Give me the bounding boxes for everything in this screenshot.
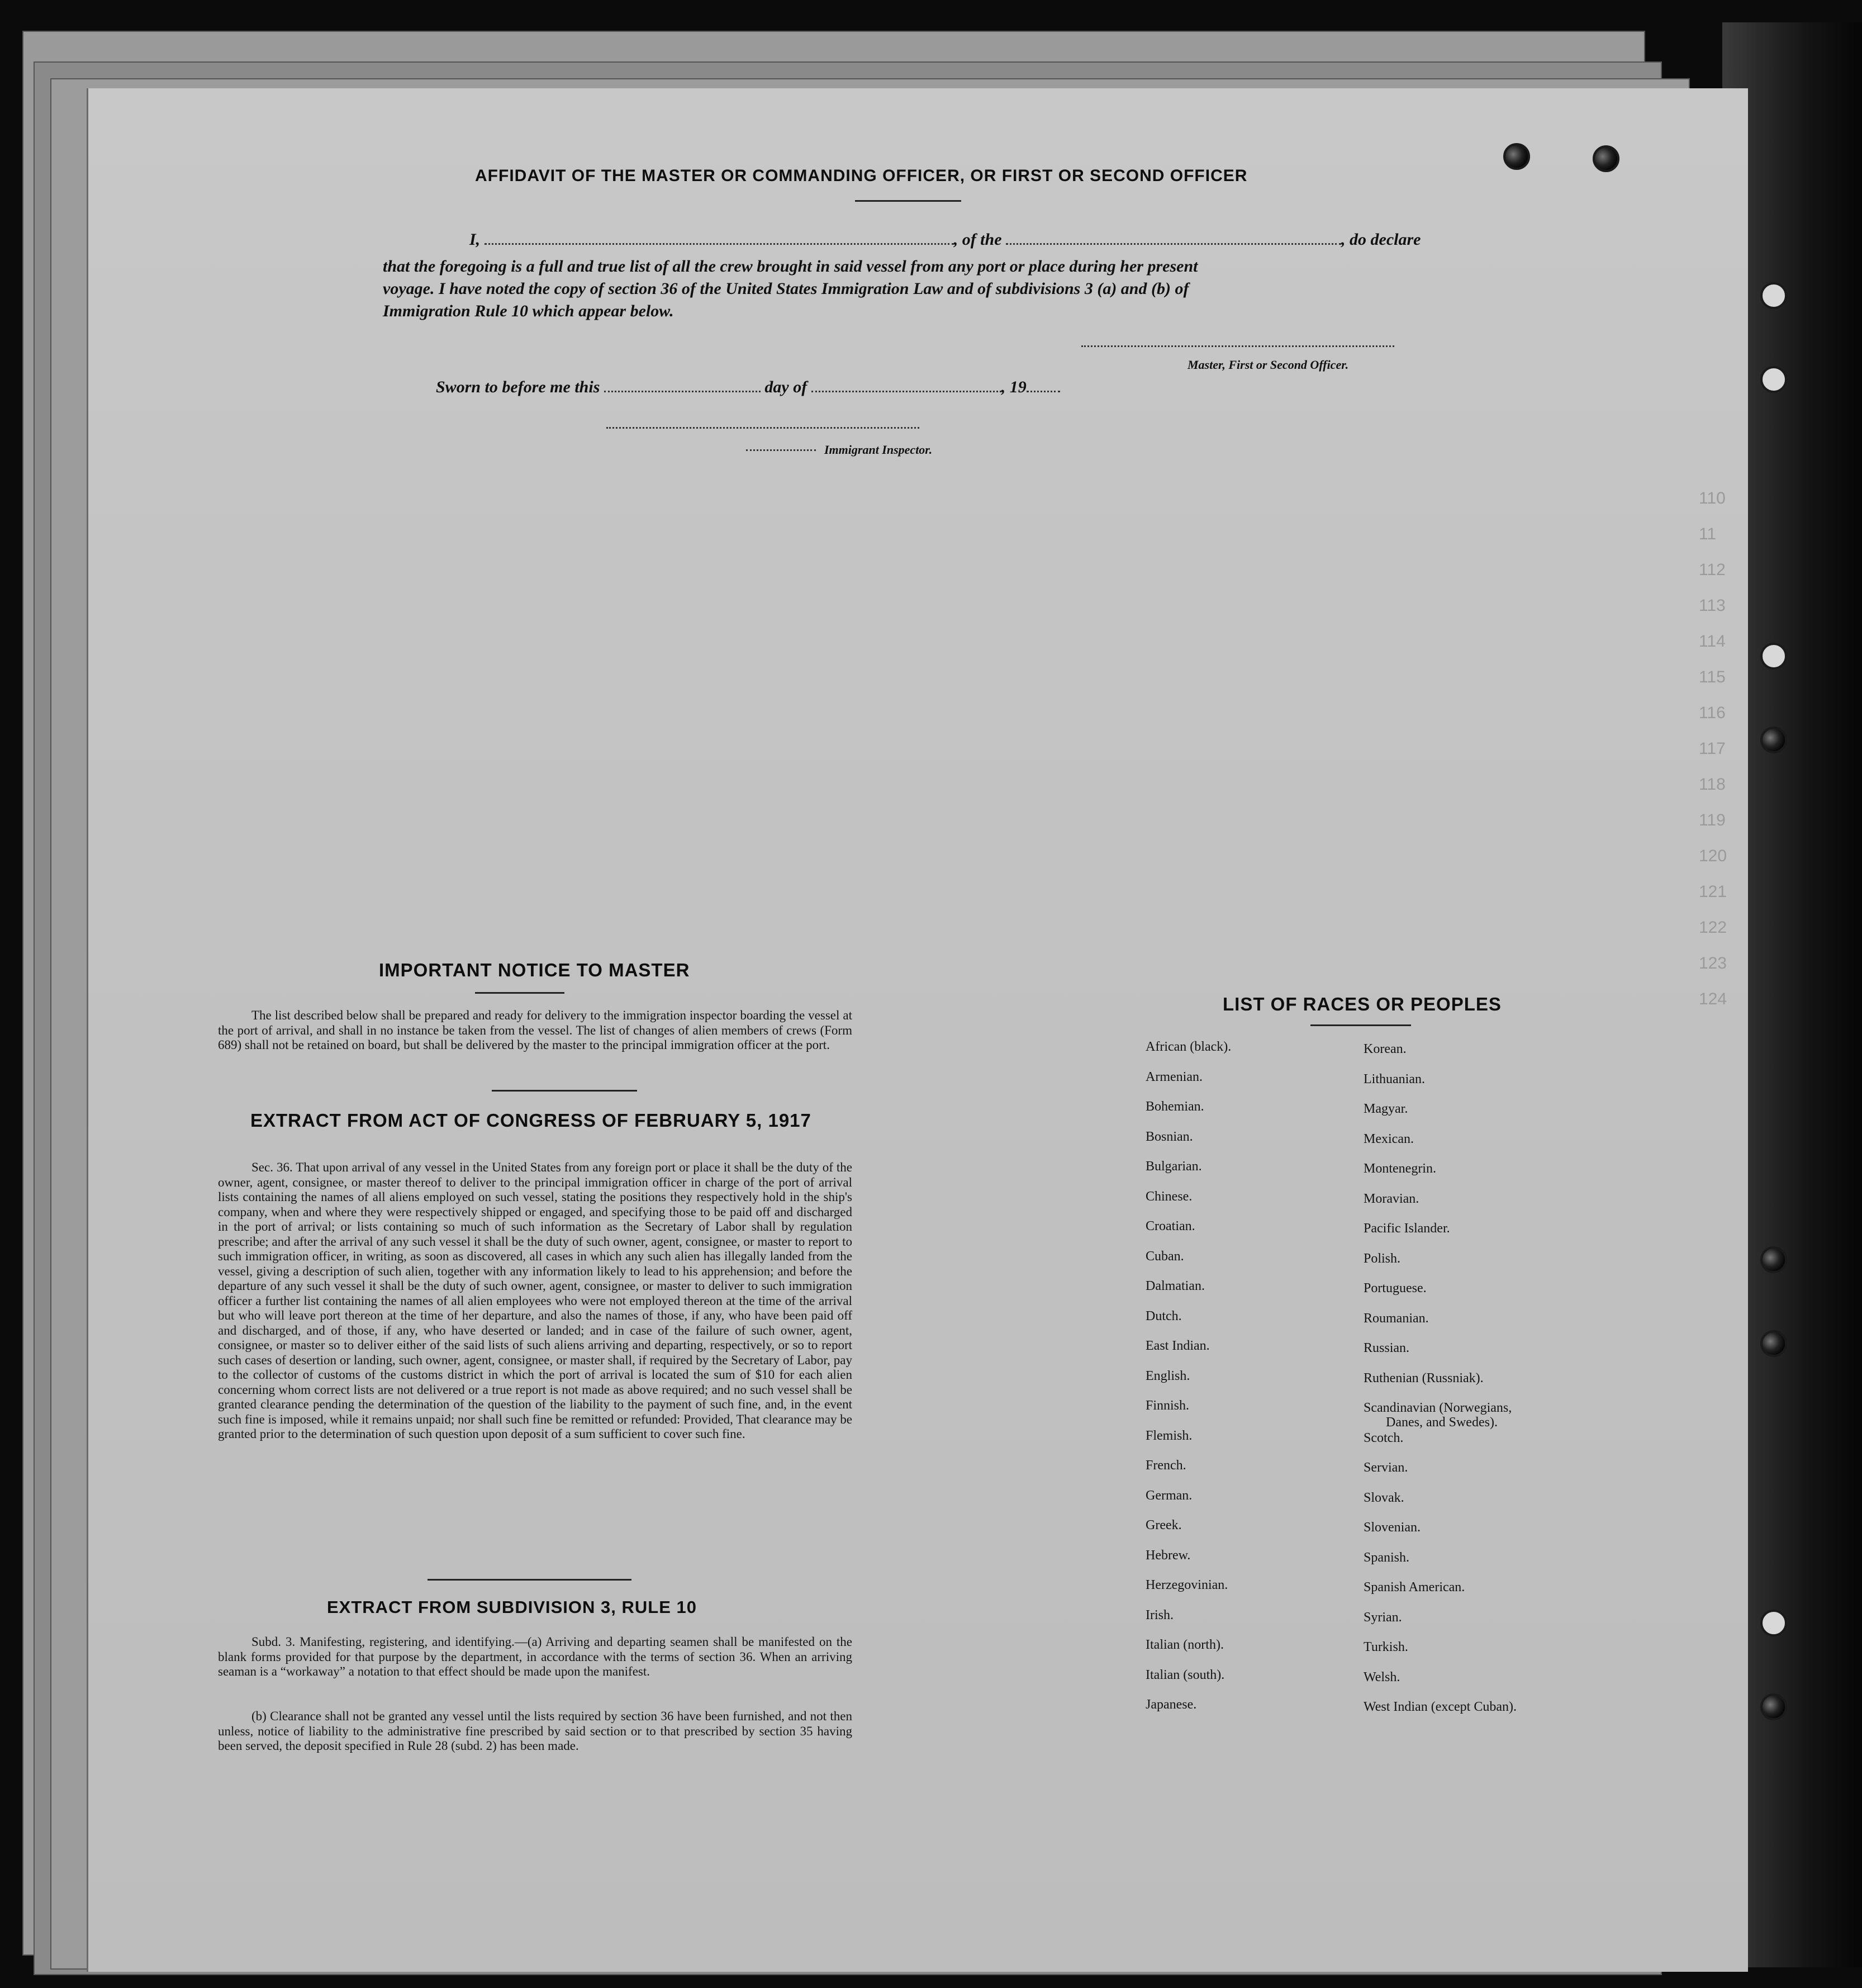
affidavit-line2: that the foregoing is a full and true list of all the crew brought in said vessel from any port or place during her present bbox=[383, 257, 1198, 276]
race-item: Italian (north). bbox=[1146, 1638, 1224, 1652]
race-item: Slovak. bbox=[1364, 1490, 1404, 1505]
of-the-label: , of the bbox=[953, 230, 1002, 249]
race-item: Dalmatian. bbox=[1146, 1279, 1205, 1293]
race-item: Russian. bbox=[1364, 1341, 1410, 1355]
race-item: Cuban. bbox=[1146, 1249, 1184, 1264]
race-item: Armenian. bbox=[1146, 1069, 1203, 1084]
race-item: Portuguese. bbox=[1364, 1281, 1427, 1296]
rule10-title: EXTRACT FROM SUBDIVISION 3, RULE 10 bbox=[327, 1597, 697, 1617]
race-item: Bosnian. bbox=[1146, 1129, 1193, 1144]
binder-hole-icon bbox=[1760, 282, 1787, 309]
race-item: Korean. bbox=[1364, 1042, 1407, 1056]
race-item: Slovenian. bbox=[1364, 1520, 1421, 1535]
day-field[interactable] bbox=[604, 385, 761, 392]
race-item: Moravian. bbox=[1364, 1191, 1419, 1206]
binder-hole-icon bbox=[1593, 145, 1619, 172]
race-item: French. bbox=[1146, 1458, 1186, 1473]
binder-hole-icon bbox=[1760, 1610, 1787, 1636]
race-item: Chinese. bbox=[1146, 1189, 1193, 1204]
day-of-label: day of bbox=[764, 378, 808, 396]
notice-rule bbox=[492, 1090, 637, 1092]
race-item: Spanish. bbox=[1364, 1550, 1410, 1565]
sworn-line bbox=[436, 378, 1060, 397]
affidavit-line4: Immigration Rule 10 which appear below. bbox=[383, 302, 674, 320]
race-item: Italian (south). bbox=[1146, 1667, 1225, 1682]
inspector-signature-field[interactable] bbox=[606, 427, 919, 429]
master-signature-field[interactable] bbox=[1081, 345, 1394, 347]
race-item: German. bbox=[1146, 1488, 1193, 1503]
notice-title-rule bbox=[475, 992, 564, 994]
race-item: Lithuanian. bbox=[1364, 1071, 1425, 1086]
races-title-rule bbox=[1310, 1024, 1411, 1026]
i-label: I, bbox=[469, 230, 481, 249]
race-item: Hebrew. bbox=[1146, 1548, 1191, 1563]
binder-hole-icon bbox=[1760, 1246, 1787, 1273]
master-label: Master, First or Second Officer. bbox=[1188, 358, 1349, 372]
race-item: Pacific Islander. bbox=[1364, 1221, 1450, 1236]
rule10-text-a: Subd. 3. Manifesting, registering, and identifying.—(a) Arriving and departing seamen shall be manifested on the blank forms provided for that purpose by the department, in accordance with the terms of section 36. When an arriving seaman is a “workaway” a notation to that effect should be made upon the manifest. bbox=[218, 1635, 852, 1678]
race-item: Greek. bbox=[1146, 1518, 1182, 1532]
races-left-column bbox=[1146, 1040, 1231, 1728]
binder-hole-icon bbox=[1760, 1693, 1787, 1720]
inspector-label: Immigrant Inspector. bbox=[824, 443, 933, 457]
bleed-through-marks: 110 11 112 113 114 115 116 117 118 119 120 121 122 123 124 bbox=[1699, 489, 1727, 1008]
races-right-column bbox=[1364, 1042, 1517, 1730]
race-item: Scandinavian (Norwegians, bbox=[1364, 1401, 1512, 1415]
race-item: East Indian. bbox=[1146, 1339, 1210, 1353]
race-item: West Indian (except Cuban). bbox=[1364, 1700, 1517, 1714]
sworn-label: Sworn to before me this bbox=[436, 378, 600, 396]
race-item: Turkish. bbox=[1364, 1640, 1408, 1654]
inspector-signature-field-2[interactable] bbox=[746, 449, 816, 451]
act-rule bbox=[428, 1579, 631, 1581]
do-declare-label: , do declare bbox=[1341, 230, 1421, 249]
notice-title: IMPORTANT NOTICE TO MASTER bbox=[379, 960, 690, 980]
race-item: Spanish American. bbox=[1364, 1580, 1465, 1595]
race-item: Japanese. bbox=[1146, 1697, 1197, 1712]
binder-hole-icon bbox=[1760, 1330, 1787, 1357]
binder-hole-icon bbox=[1760, 727, 1787, 753]
race-item: Ruthenian (Russniak). bbox=[1364, 1370, 1484, 1386]
name-field[interactable] bbox=[484, 238, 954, 245]
binder-hole-icon bbox=[1760, 366, 1787, 393]
race-item: Herzegovinian. bbox=[1146, 1578, 1228, 1592]
race-item: Servian. bbox=[1364, 1460, 1408, 1475]
race-item: English. bbox=[1146, 1368, 1190, 1383]
title-rule bbox=[855, 200, 961, 202]
act-text: Sec. 36. That upon arrival of any vessel in the United States from any foreign port or place it shall be the duty of the owner, agent, consignee, or master thereof to deliver to the principal immigration officer in charge of the port of arrival lists containing the names of all aliens employed on such vessel, stating the positions they respectively hold in the ship's company, when and where they were respectively shipped or engaged, and specifying those to be paid off and discharged in the port of arrival; or lists containing so much of such information as the Secretary of Labor shall by regulation prescribe; and after the arrival of any such vessel it shall be the duty of such owner, agent, consignee, or master to report to such immigration officer, in writing, as soon as discovered, all cases in which any such alien has illegally landed from the vessel, giving a description of such alien, together with any information likely to lead to his apprehension; and before the departure of any such vessel it shall be the duty of such owner, agent, consignee, or master to deliver to such immigration officer a further list containing the names of all alien employees who were not employed thereon at the time of the arrival but who will leave port thereon at the time of her departure, and also the names of those, if any, who have been paid off and discharged, and of those, if any, who have deserted or landed; and in case of the failure of such owner, agent, consignee, or master so to deliver either of the said lists of such aliens arriving and departing, respectively, or so to report such cases of desertion or landing, such owner, agent, consignee, or master shall, if required by the Secretary of Labor, pay to the collector of customs of the customs district in which the port of arrival is located the sum of $10 for each alien concerning whom correct lists are not delivered or a true report is not made as above required; and no such vessel shall be granted clearance pending the determination of the question of the liability to the payment of such fine, and, in the event such fine is imposed, while it remains unpaid; nor shall such fine be remitted or refunded: Provided, That clearance may be granted prior to the determination of such question upon deposit of a sum sufficient to cover such fine. bbox=[218, 1160, 852, 1441]
races-title: LIST OF RACES OR PEOPLES bbox=[1223, 994, 1502, 1014]
race-item: Danes, and Swedes). bbox=[1386, 1415, 1498, 1430]
race-item: Croatian. bbox=[1146, 1219, 1195, 1233]
race-item: African (black). bbox=[1146, 1040, 1232, 1054]
race-item: Dutch. bbox=[1146, 1308, 1182, 1323]
race-item: Polish. bbox=[1364, 1251, 1401, 1266]
year-field[interactable] bbox=[1027, 385, 1060, 392]
rule10-text-b: (b) Clearance shall not be granted any vessel until the lists required by section 36 have been furnished, and not then unless, notice of liability to the administrative fine prescribed by said section or to that prescribed by section 35 having been served, the deposit specified in Rule 28 (subd. 2) has been made. bbox=[218, 1709, 852, 1753]
race-item: Mexican. bbox=[1364, 1131, 1414, 1146]
race-item: Welsh. bbox=[1364, 1669, 1400, 1685]
notice-text: The list described below shall be prepared and ready for delivery to the immigration inspector boarding the vessel at the port of arrival, and shall in no instance be taken from the vessel. The list of changes of alien members of crews (Form 689) shall not be retained on board, but shall be delivered by the master to the principal immigration officer at the port. bbox=[218, 1008, 852, 1052]
race-item: Bulgarian. bbox=[1146, 1159, 1202, 1174]
year-label: , 19 bbox=[1001, 378, 1027, 396]
race-item: Scotch. bbox=[1364, 1430, 1404, 1445]
race-item: Syrian. bbox=[1364, 1610, 1402, 1625]
race-item: Bohemian. bbox=[1146, 1099, 1204, 1114]
month-field[interactable] bbox=[811, 385, 1001, 392]
affidavit-line1 bbox=[469, 230, 1421, 249]
act-title: EXTRACT FROM ACT OF CONGRESS OF FEBRUARY 5, 1917 bbox=[250, 1110, 811, 1131]
affidavit-title: AFFIDAVIT OF THE MASTER OR COMMANDING OFFICER, OR FIRST OR SECOND OFFICER bbox=[475, 167, 1248, 185]
binder-hole-icon bbox=[1503, 143, 1530, 170]
race-item: Montenegrin. bbox=[1364, 1161, 1436, 1176]
race-item: Roumanian. bbox=[1364, 1311, 1429, 1326]
race-item: Irish. bbox=[1146, 1607, 1174, 1622]
race-item: Flemish. bbox=[1146, 1428, 1193, 1443]
race-item: Magyar. bbox=[1364, 1102, 1408, 1116]
affidavit-line3: voyage. I have noted the copy of section 36 of the United States Immigration Law and of subdivisions 3 (a) and (b) of bbox=[383, 279, 1189, 298]
race-item: Finnish. bbox=[1146, 1398, 1190, 1413]
vessel-field[interactable] bbox=[1006, 238, 1341, 245]
binder-hole-icon bbox=[1760, 643, 1787, 670]
